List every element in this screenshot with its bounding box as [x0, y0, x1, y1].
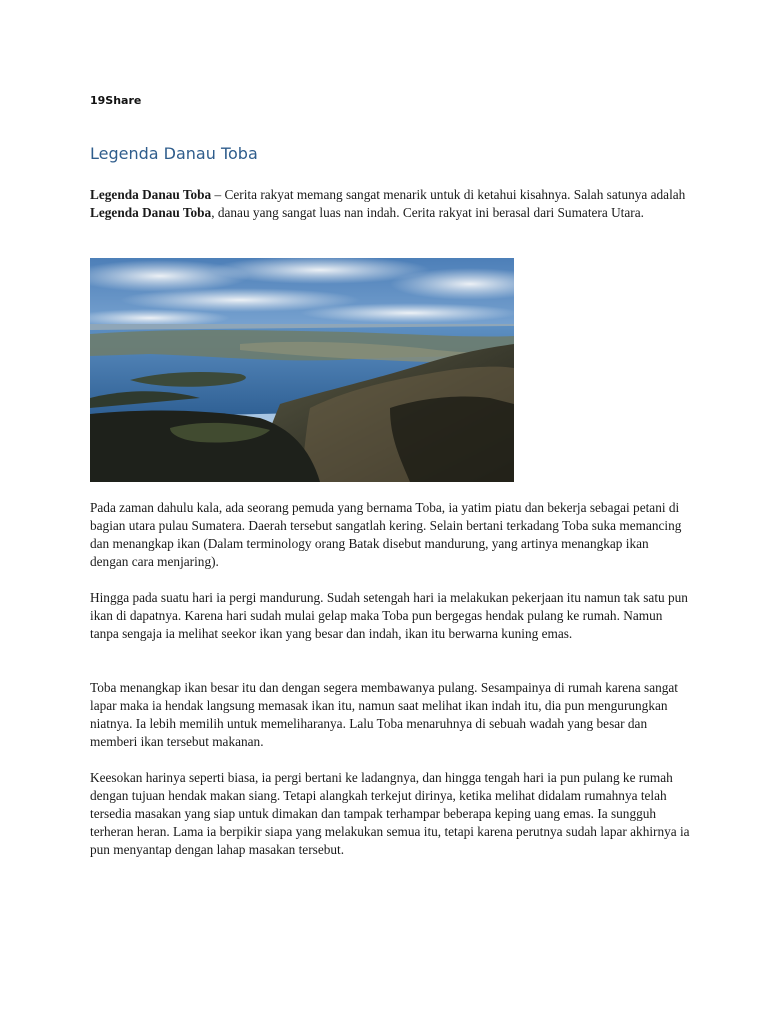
intro-bold-title: Legenda Danau Toba — [90, 187, 212, 202]
article-title: Legenda Danau Toba — [90, 144, 258, 163]
body-paragraph-2: Hingga pada suatu hari ia pergi mandurung. Sudah setengah hari ia melakukan pekerjaan itu namun tak satu pun ikan di dapatnya. Karena hari sudah mulai gelap maka Toba pun bergegas hendak pulang ke rumah. Namun tanpa sengaja ia melihat seekor ikan yang besar dan indah, ikan itu berwarna kuning emas. — [90, 590, 688, 641]
intro-text-1: – Cerita rakyat memang sangat menarik untuk di ketahui kisahnya. Salah satunya adalah — [211, 187, 686, 202]
share-count[interactable]: 19Share — [90, 94, 142, 107]
body-paragraph-1: Pada zaman dahulu kala, ada seorang pemuda yang bernama Toba, ia yatim piatu dan bekerja sebagai petani di bagian utara pulau Sumatera. Daerah tersebut sangatlah kering. Selain bertani terkadang Toba suka memancing dan menangkap ikan (Dalam terminology orang Batak disebut mandurung, yang artinya menangkap ikan dengan cara menjaring). — [90, 500, 682, 569]
intro-bold-title-2: Legenda Danau Toba — [90, 205, 212, 220]
intro-paragraph — [90, 186, 690, 222]
lake-toba-photo — [90, 258, 514, 482]
body-paragraph-4: Keesokan harinya seperti biasa, ia pergi bertani ke ladangnya, dan hingga tengah hari ia pun pulang ke rumah dengan tujuan hendak makan siang. Tetapi alangkah terkejut dirinya, ketika melihat didalam rumahnya telah tersedia masakan yang siap untuk dimakan dan tampak terhampar beberapa keping uang emas. Ia sungguh terheran heran. Lama ia berpikir siapa yang melakukan semua itu, tetapi karena perutnya sudah lapar akhirnya ia pun menyantap dengan lahap masakan tersebut. — [90, 770, 690, 857]
intro-text-2: , danau yang sangat luas nan indah. Cerita rakyat ini berasal dari Sumatera Utara. — [211, 205, 644, 220]
body-paragraph-3: Toba menangkap ikan besar itu dan dengan segera membawanya pulang. Sesampainya di rumah karena sangat lapar maka ia hendak langsung memasak ikan itu, namun saat melihat ikan indah itu, dia pun mengurungkan niatnya. Ia lebih memilih untuk memeliharanya. Lalu Toba menaruhnya di sebuah wadah yang besar dan memberi ikan tersebut makanan. — [90, 680, 678, 749]
